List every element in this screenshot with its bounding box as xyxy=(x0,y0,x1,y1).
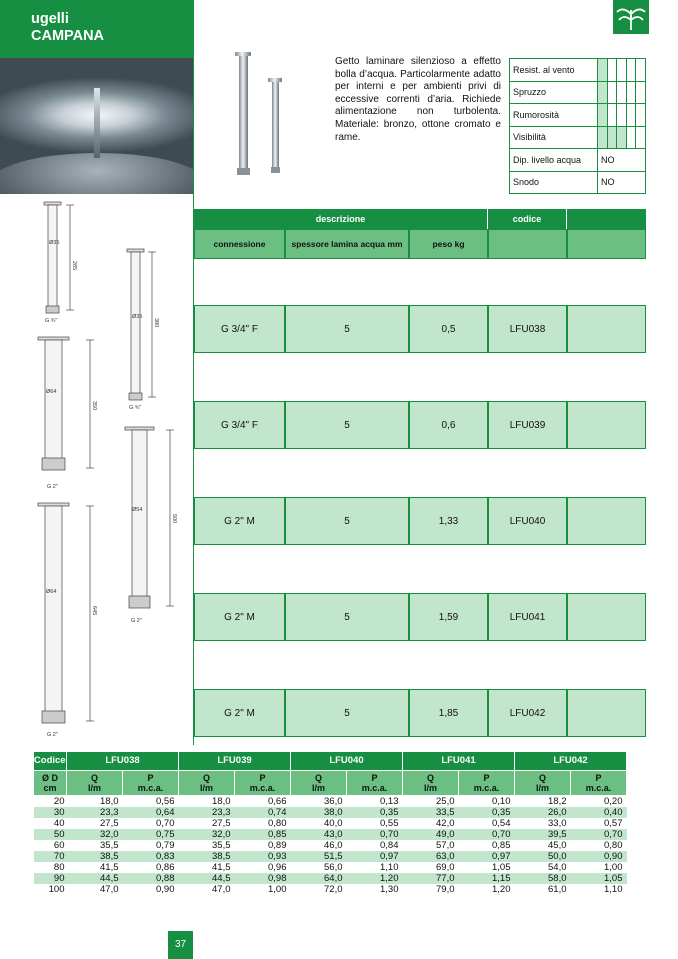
rating-row: Snodo NO xyxy=(510,171,646,194)
product-description: Getto laminare silenzioso a effetto bolla d’acqua. Particolarmente adatto per interni e per ambienti privi di eccessive correnti d’aria. Richiede alimentazione non turbolenta. Materiale: bronzo, ottone cromato e rame. xyxy=(335,56,501,143)
d4-h: 500 xyxy=(171,514,177,524)
technical-drawings xyxy=(30,196,190,741)
rating-bar xyxy=(598,126,608,149)
d3-h: 350 xyxy=(91,401,97,411)
header-connessione: connessione xyxy=(194,229,285,259)
perf-code-header: LFU041 xyxy=(403,752,515,770)
perf-row: 50 32,0 0,75 32,0 0,85 43,0 0,70 49,0 0,70 39,5 0,70 xyxy=(34,829,627,840)
cell-codice: LFU038 xyxy=(488,305,567,353)
d1-dia: Ø35 xyxy=(49,240,60,246)
header-codice: codice xyxy=(488,209,567,229)
cell-codice: LFU041 xyxy=(488,593,567,641)
perf-code-header: LFU040 xyxy=(291,752,403,770)
rating-bar xyxy=(626,59,636,82)
cell-peso: 1,33 xyxy=(409,497,488,545)
main-table-row xyxy=(194,401,646,449)
product-photo xyxy=(228,50,288,180)
performance-table: Codice LFU038 LFU039 LFU040 LFU041 LFU042 Ø D cm Q l/m P m.c.a. Q l/m P m.c.a. Q l/m P m.c.a. Q l/m P m.c.a. Q l/m P m.c.a. 20 18,0 0,56 18,0 0,66 36,0 0,13 25,0 0,10 18,2 0,20 30 23,3 0,64 23,3 0,74 38,0 0,35 33,5 0,35 26,0 0,40 40 27,5 0,70 27,5 0,80 40,0 0,55 42,0 0,54 33,0 0,57 50 32,0 0,75 32,0 0,85 43,0 0,70 49,0 0,70 39,5 0,70 60 35,5 0,79 35,5 0,89 46,0 0,84 57,0 0,85 45,0 0,80 70 38,5 0,83 38,5 0,93 51,5 0,97 63,0 0,97 50,0 0,90 80 41,5 0,86 41,5 0,96 56,0 1,10 69,0 1,05 54,0 1,00 90 44,5 0,88 44,5 0,98 64,0 1,20 77,0 1,15 58,0 1,05 100 47,0 0,90 47,0 1,00 72,0 1,30 79,0 1,20 61,0 1,10 xyxy=(33,752,627,895)
rating-bar xyxy=(636,81,646,104)
brand-logo-icon xyxy=(613,0,649,34)
main-table-row xyxy=(194,497,646,545)
d2-dia: Ø35 xyxy=(132,314,143,320)
cell-codice: LFU039 xyxy=(488,401,567,449)
main-table-row xyxy=(194,593,646,641)
rating-row: Resist. al vento xyxy=(510,59,646,82)
perf-row: 20 18,0 0,56 18,0 0,66 36,0 0,13 25,0 0,10 18,2 0,20 xyxy=(53,795,623,807)
perf-code-header: LFU039 xyxy=(179,752,291,770)
perf-row: 80 41,5 0,86 41,5 0,96 56,0 1,10 69,0 1,05 54,0 1,00 xyxy=(53,861,623,873)
rating-row: Spruzzo xyxy=(510,81,646,104)
cell-peso: 0,5 xyxy=(409,305,488,353)
rating-bar xyxy=(617,104,627,127)
perf-row: 60 35,5 0,79 35,5 0,89 46,0 0,84 57,0 0,85 45,0 0,80 xyxy=(53,839,623,851)
d3-conn: G 2" xyxy=(47,484,58,490)
header-spessore: spessore lamina acqua mm xyxy=(285,229,409,259)
d4-conn: G 2" xyxy=(131,618,142,624)
rating-row: Dip. livello acqua NO xyxy=(510,149,646,172)
cell-peso: 1,85 xyxy=(409,689,488,737)
d2-h: 380 xyxy=(153,318,159,328)
cell-spessore: 5 xyxy=(285,689,409,737)
main-table xyxy=(194,209,646,719)
rating-bar xyxy=(607,59,617,82)
header-peso: peso kg xyxy=(409,229,488,259)
header-line1: ugelli xyxy=(31,11,69,27)
d3-dia: Ø64 xyxy=(46,389,57,395)
page-number: 37 xyxy=(168,931,193,959)
cell-spessore: 5 xyxy=(285,305,409,353)
d5-conn: G 2" xyxy=(47,732,58,738)
rating-bar xyxy=(626,126,636,149)
rating-table xyxy=(509,58,646,194)
perf-row: 30 23,3 0,64 23,3 0,74 38,0 0,35 33,5 0,35 26,0 0,40 xyxy=(34,807,627,818)
cell-peso: 1,59 xyxy=(409,593,488,641)
rating-bar xyxy=(607,81,617,104)
rating-bar xyxy=(636,126,646,149)
rating-bar xyxy=(617,81,627,104)
cell-conn: G 3/4" F xyxy=(194,401,285,449)
rating-bar xyxy=(598,104,608,127)
rating-bar xyxy=(617,126,627,149)
rating-bar xyxy=(598,59,608,82)
perf-row: 40 27,5 0,70 27,5 0,80 40,0 0,55 42,0 0,54 33,0 0,57 xyxy=(53,817,623,829)
main-table-row xyxy=(194,305,646,353)
cell-conn: G 2" M xyxy=(194,689,285,737)
header-line2: CAMPANA xyxy=(31,28,105,44)
main-table-row xyxy=(194,689,646,737)
cell-spessore: 5 xyxy=(285,497,409,545)
rating-bar xyxy=(617,59,627,82)
perf-row: 70 38,5 0,83 38,5 0,93 51,5 0,97 63,0 0,97 50,0 0,90 xyxy=(34,851,627,862)
d4-dia: Ø54 xyxy=(132,507,143,513)
cell-conn: G 2" M xyxy=(194,593,285,641)
cell-conn: G 2" M xyxy=(194,497,285,545)
rating-row: Visibilità xyxy=(510,126,646,149)
d1-h: 285 xyxy=(71,261,77,271)
cell-spessore: 5 xyxy=(285,401,409,449)
perf-code-header: LFU038 xyxy=(67,752,179,770)
section-header xyxy=(0,0,193,58)
rating-bar xyxy=(598,81,608,104)
cell-spessore: 5 xyxy=(285,593,409,641)
d5-h: 645 xyxy=(91,606,97,616)
rating-bar xyxy=(607,104,617,127)
d2-conn: G ¾" xyxy=(129,405,142,411)
d1-conn: G ¾" xyxy=(45,318,58,324)
cell-codice: LFU042 xyxy=(488,689,567,737)
fountain-photo xyxy=(0,58,193,194)
perf-row: 100 47,0 0,90 47,0 1,00 72,0 1,30 79,0 1,20 61,0 1,10 xyxy=(48,883,623,895)
rating-bar xyxy=(626,104,636,127)
rating-bar xyxy=(636,104,646,127)
perf-row: 90 44,5 0,88 44,5 0,98 64,0 1,20 77,0 1,15 58,0 1,05 xyxy=(34,873,627,884)
cell-codice: LFU040 xyxy=(488,497,567,545)
cell-peso: 0,6 xyxy=(409,401,488,449)
header-descrizione: descrizione xyxy=(194,209,488,229)
rating-row: Rumorosità xyxy=(510,104,646,127)
rating-bar xyxy=(636,59,646,82)
rating-bar xyxy=(626,81,636,104)
d5-dia: Ø64 xyxy=(46,589,57,595)
perf-header-codice: Codice xyxy=(34,752,67,770)
cell-conn: G 3/4" F xyxy=(194,305,285,353)
perf-code-header: LFU042 xyxy=(515,752,627,770)
rating-bar xyxy=(607,126,617,149)
